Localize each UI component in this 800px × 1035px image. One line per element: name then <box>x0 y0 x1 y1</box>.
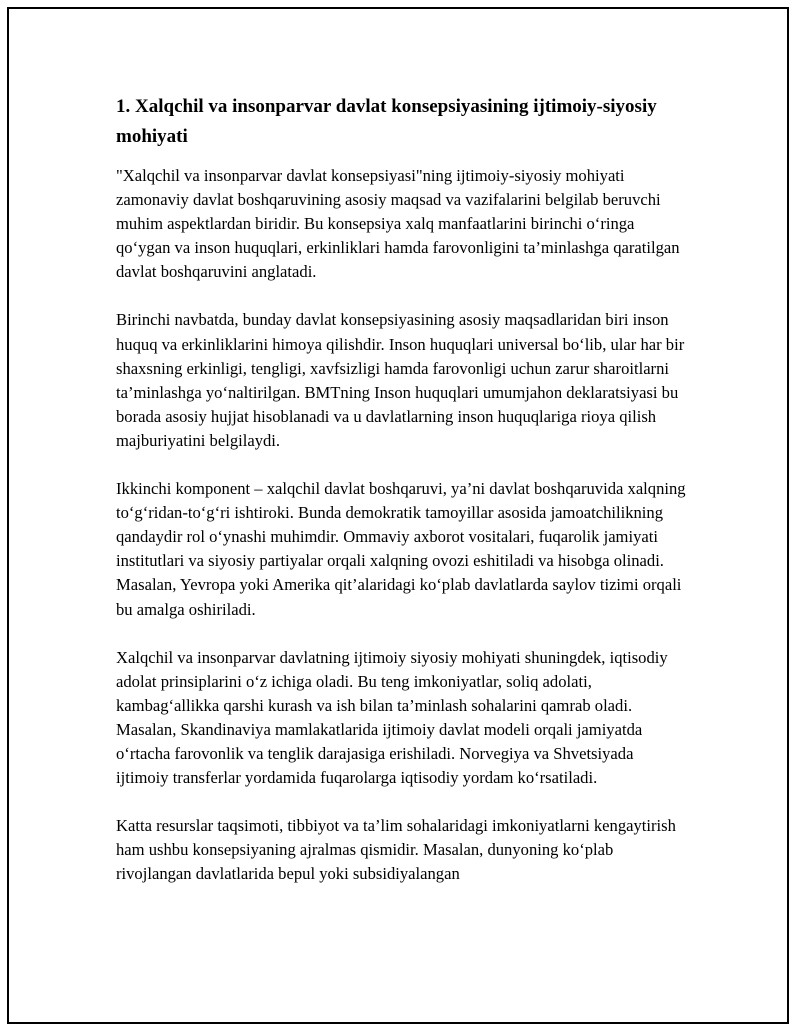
section-heading: 1. Xalqchil va insonparvar davlat konsepsiyasining ijtimoiy-siyosiy mohiyati <box>116 96 657 147</box>
paragraph-3: Ikkinchi komponent – xalqchil davlat boshqaruvi, ya’ni davlat boshqaruvida xalqning to‘g‘ridan-to‘g‘ri ishtiroki. Bunda demokratik tamoyillar asosida jamoatchilikning qandaydir rol o‘ynashi muhimdir. Ommaviy axborot vositalari, fuqarolik jamiyati institutlari va siyosiy partiyalar orqali xalqning ovozi eshitiladi va hisobga olinadi. Masalan, Yevropa yoki Amerika qit’alaridagi ko‘plab davlatlarda saylov tizimi orqali bu amalga oshiriladi. <box>116 479 686 619</box>
paragraph-5: Katta resurslar taqsimoti, tibbiyot va ta’lim sohalaridagi imkoniyatlarni kengaytirish ham ushbu konsepsiyaning ajralmas qismidir. Masalan, dunyoning ko‘plab rivojlangan davlatlarida bepul yoki subsidiyalangan <box>116 816 676 884</box>
document-body <box>116 92 686 910</box>
paragraph-4: Xalqchil va insonparvar davlatning ijtimoiy siyosiy mohiyati shuningdek, iqtisodiy adolat prinsiplarini o‘z ichiga oladi. Bu teng imkoniyatlar, soliq adolati, kambag‘allikka qarshi kurash va ish bilan ta’minlash sohalarini qamrab oladi. Masalan, Skandinaviya mamlakatlarida ijtimoiy davlat modeli orqali jamiyatda o‘rtacha farovonlik va tenglik darajasiga erishiladi. Norvegiya va Shvetsiyada ijtimoiy transferlar yordamida fuqarolarga iqtisodiy yordam ko‘rsatiladi. <box>116 647 668 788</box>
paragraph-1: "Xalqchil va insonparvar davlat konsepsiyasi"ning ijtimoiy-siyosiy mohiyati zamonaviy davlat boshqaruvining asosiy maqsad va vazifalarini belgilab beruvchi muhim aspektlardan biridir. Bu konsepsiya xalq manfaatlarini birinchi o‘ringa qo‘ygan va inson huquqlari, erkinliklari hamda farovonligini ta’minlashga qaratilgan davlat boshqaruvini anglatadi. <box>116 166 680 282</box>
paragraph-2: Birinchi navbatda, bunday davlat konsepsiyasining asosiy maqsadlaridan biri inson huquq va erkinliklarini himoya qilishdir. Inson huquqlari universal bo‘lib, ular har bir shaxsning erkinligi, tengligi, xavfsizligi hamda farovonligi uchun zarur sharoitlarni ta’minlashga yo‘naltirilgan. BMTning Inson huquqlari umumjahon deklaratsiyasi bu borada asosiy hujjat hisoblanadi va u davlatlarning inson huquqlariga rioya qilish majburiyatini belgilaydi. <box>116 310 685 450</box>
